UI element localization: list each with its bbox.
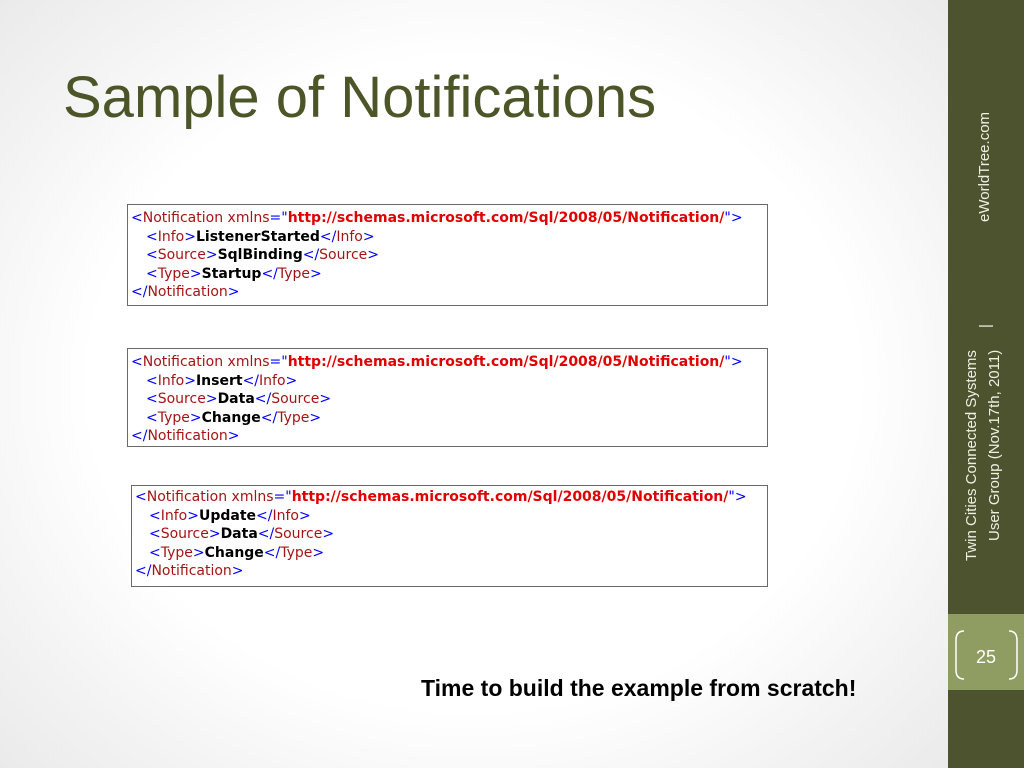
xml-end-open-bracket: </ [302,247,320,263]
xml-close-bracket: > [192,544,205,561]
xml-namespace-value: http://schemas.microsoft.com/Sql/2008/05/Notification/ [287,354,725,370]
xml-root-line [135,562,764,581]
xml-close-bracket: > [227,428,240,444]
xml-close-bracket: > [205,247,218,263]
xml-end-open-bracket: </ [254,391,272,407]
xml-open-bracket: < [146,247,158,263]
xml-tag-name: Type [277,265,311,282]
xml-close-bracket: > [322,526,335,542]
xml-open-bracket: < [146,409,158,426]
xml-close-bracket: > [205,391,218,407]
xml-root-tag-name: Notification [146,489,228,505]
xml-root-line [131,283,764,302]
xml-tag-name: Source [319,247,368,263]
xml-close-bracket: > [187,507,199,524]
xml-close-bracket: > [208,526,221,542]
xml-attribute-close: "> [728,489,747,505]
xml-tag-name: Source [157,247,206,263]
xml-end-open-bracket: </ [135,563,152,579]
xml-element-value: ListenerStarted [195,228,320,245]
xml-close-bracket: > [184,372,196,389]
xml-end-open-bracket: </ [319,228,337,245]
xml-element-value: Startup [201,265,262,282]
xml-open-bracket: < [146,265,158,282]
sidebar-date-text: eWorldTree.com [976,111,993,223]
xml-attribute-close: "> [724,354,743,370]
xml-root-line [131,353,764,372]
xml-element-value: Insert [195,372,243,389]
xml-tag-name: Source [157,391,206,407]
xml-element-value: Change [201,409,261,426]
sidebar-footer-line-2: User Group (Nov.17th, 2011) [986,350,1003,542]
xml-close-bracket: > [285,372,298,389]
sidebar-separator: | [977,324,994,328]
xml-close-bracket: > [367,247,379,263]
xml-close-bracket: > [309,409,322,426]
xml-open-bracket: < [146,391,158,407]
xml-child-line [135,544,764,563]
xml-tag-name: Info [160,507,188,524]
xml-end-open-bracket: </ [260,409,278,426]
slide-title: Sample of Notifications [63,65,657,130]
xml-tag-name: Source [274,526,323,542]
xml-end-open-bracket: </ [131,428,148,444]
notification-xml-box-update [131,485,768,587]
xml-namespace-value: http://schemas.microsoft.com/Sql/2008/05/Notification/ [291,489,729,505]
xml-close-bracket: > [319,391,332,407]
xml-child-line [131,390,764,409]
xml-open-bracket: < [146,228,158,245]
xml-open-bracket: < [135,489,147,505]
xml-element-value: Update [198,507,257,524]
xml-close-bracket: > [312,544,325,561]
xml-open-bracket: < [149,544,161,561]
xml-root-tag-name: Notification [142,354,224,370]
slide-caption: Time to build the example from scratch! [421,675,857,701]
xml-tag-name: Type [277,409,310,426]
xml-root-line [135,488,764,507]
xml-tag-name: Type [157,409,190,426]
xml-close-bracket: > [189,409,202,426]
xml-attribute-assign: =" [273,489,292,505]
xml-tag-name: Info [157,228,185,245]
xml-tag-name: Info [259,372,286,389]
xml-root-tag-name: Notification [151,563,232,579]
slide-number: 25 [975,647,997,667]
xml-attribute-name: xmlns [227,210,270,226]
xml-child-line [131,372,764,391]
xml-end-open-bracket: </ [131,284,148,300]
xml-close-bracket: > [184,228,196,245]
xml-tag-name: Info [336,228,363,245]
xml-open-bracket: < [149,507,161,524]
xml-close-bracket: > [298,507,311,524]
xml-tag-name: Type [280,544,313,561]
xml-end-open-bracket: </ [242,372,260,389]
xml-tag-name: Type [157,265,190,282]
xml-child-line [131,246,764,265]
xml-tag-name: Source [271,391,320,407]
xml-end-open-bracket: </ [263,544,281,561]
xml-root-tag-name: Notification [142,210,224,226]
xml-root-tag-name: Notification [147,428,228,444]
xml-close-bracket: > [231,563,244,579]
xml-close-bracket: > [227,284,240,300]
xml-attribute-assign: =" [269,210,288,226]
xml-attribute-name: xmlns [231,489,274,505]
xml-end-open-bracket: </ [256,507,273,524]
xml-element-value: Change [204,544,264,561]
xml-close-bracket: > [310,265,322,282]
xml-end-open-bracket: </ [257,526,275,542]
xml-root-line [131,427,764,446]
xml-tag-name: Info [272,507,299,524]
xml-tag-name: Source [160,526,209,542]
xml-open-bracket: < [146,372,158,389]
xml-tag-name: Type [160,544,193,561]
xml-close-bracket: > [189,265,202,282]
xml-root-tag-name: Notification [147,284,228,300]
xml-attribute-assign: =" [269,354,288,370]
sidebar-footer [960,350,1006,580]
xml-namespace-value: http://schemas.microsoft.com/Sql/2008/05/Notification/ [287,210,725,226]
notification-xml-box-insert [127,348,768,447]
xml-open-bracket: < [131,354,143,370]
xml-child-line [131,409,764,428]
sidebar-footer-line-1: Twin Cities Connected Systems [963,350,980,561]
xml-child-line [131,265,764,284]
xml-element-value: SqlBinding [217,247,303,263]
xml-child-line [131,228,764,247]
xml-end-open-bracket: </ [261,265,278,282]
notification-xml-box-listener-started [127,204,768,306]
xml-element-value: Data [220,526,258,542]
xml-child-line [135,525,764,544]
xml-attribute-name: xmlns [227,354,270,370]
xml-open-bracket: < [149,526,161,542]
xml-tag-name: Info [157,372,185,389]
xml-attribute-close: "> [724,210,743,226]
xml-root-line [131,209,764,228]
xml-open-bracket: < [131,210,143,226]
xml-child-line [135,507,764,526]
xml-close-bracket: > [362,228,375,245]
xml-element-value: Data [217,391,255,407]
